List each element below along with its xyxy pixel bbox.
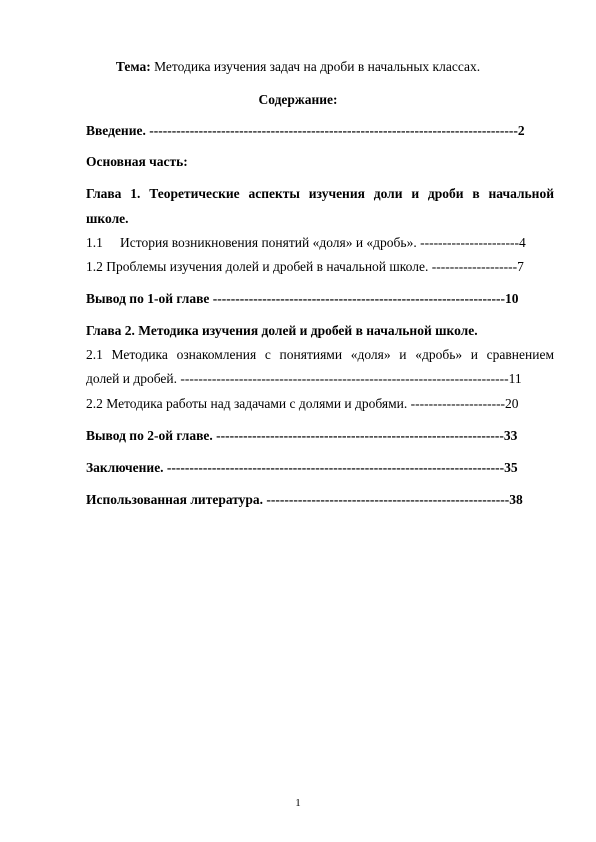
topic-label: Тема: xyxy=(115,59,151,74)
page-number: 1 xyxy=(295,797,301,809)
toc-item-2-1-line1: 2.1 Методика ознакомления с понятиями «доля» и «дробь» и сравнением xyxy=(86,347,554,362)
toc-main-part: Основная часть: xyxy=(86,154,188,169)
toc-item-2-1-line2: долей и дробей. -------------------------------------------------------------------------11 xyxy=(86,371,522,386)
toc-intro: Введение. ----------------------------------------------------------------------------------2 xyxy=(86,123,525,138)
topic-text: Методика изучения задач на дроби в начальных классах. xyxy=(154,59,481,74)
toc-item-1-1-text: История возникновения понятий «доля» и «дробь». ----------------------4 xyxy=(120,235,526,250)
topic-line xyxy=(0,58,596,76)
toc-chapter1-line2: школе. xyxy=(86,211,129,226)
toc-chapter2: Глава 2. Методика изучения долей и дробей в начальной школе. xyxy=(86,323,478,338)
toc-conclusion-ch1: Вывод по 1-ой главе -----------------------------------------------------------------10 xyxy=(86,291,519,306)
toc-item-1-1 xyxy=(86,234,554,252)
toc-literature: Использованная литература. ------------------------------------------------------38 xyxy=(86,492,523,507)
toc-conclusion: Заключение. ---------------------------------------------------------------------------35 xyxy=(86,460,518,475)
toc-item-2-2: 2.2 Методика работы над задачами с долями и дробями. ---------------------20 xyxy=(86,396,519,411)
contents-title: Содержание: xyxy=(258,92,338,107)
toc-item-1-1-number: 1.1 xyxy=(86,235,103,250)
toc-conclusion-ch2: Вывод по 2-ой главе. ----------------------------------------------------------------33 xyxy=(86,428,518,443)
toc-chapter1-line1: Глава 1. Теоретические аспекты изучения доли и дроби в начальной xyxy=(86,186,554,201)
toc-item-1-2: 1.2 Проблемы изучения долей и дробей в начальной школе. -------------------7 xyxy=(86,259,524,274)
